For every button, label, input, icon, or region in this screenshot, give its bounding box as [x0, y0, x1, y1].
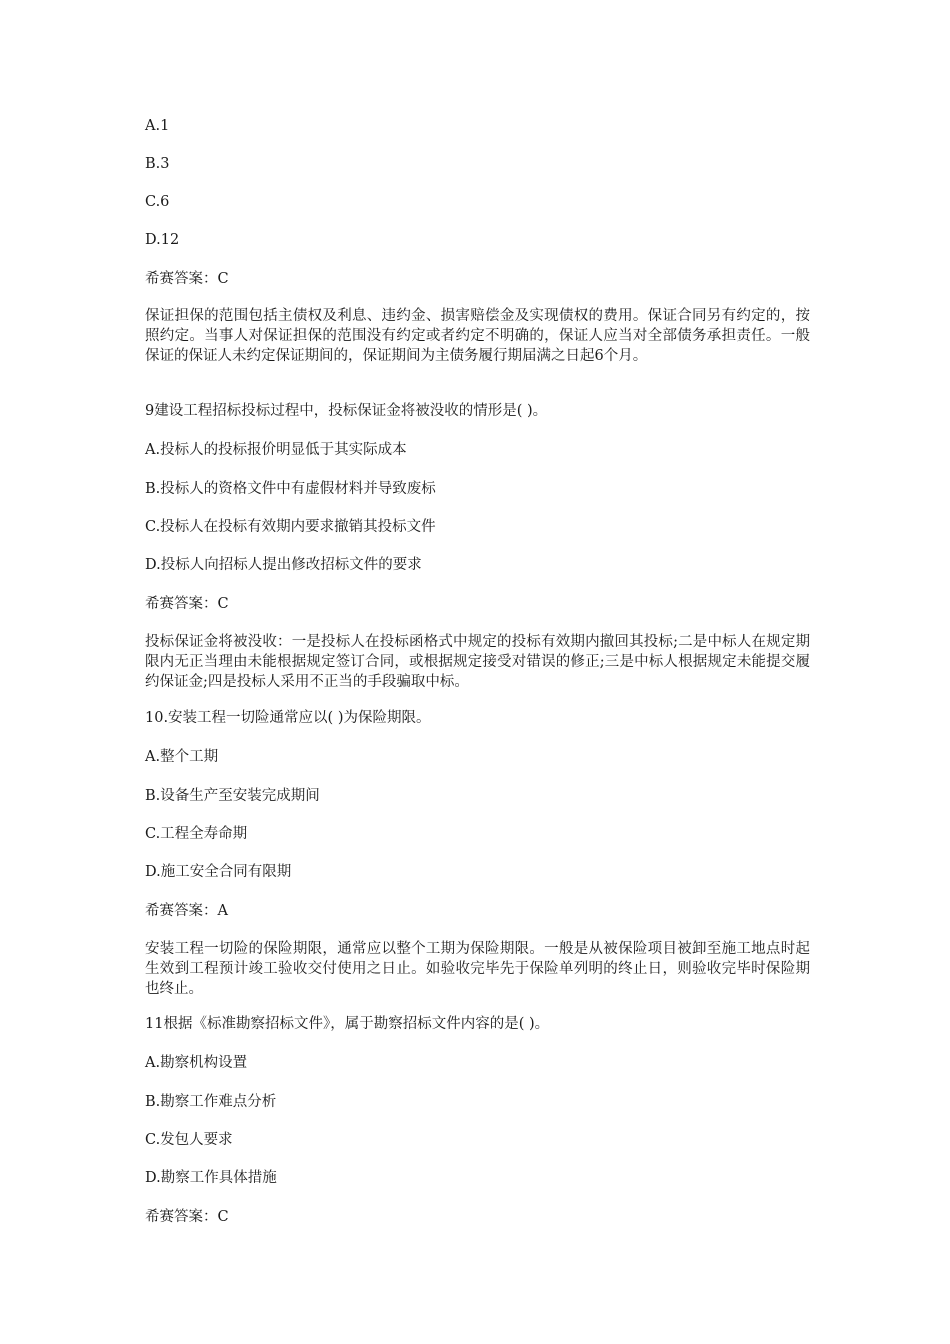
q10-option-b: B.设备生产至安装完成期间	[145, 788, 320, 804]
q8-option-b: B.3	[145, 156, 170, 172]
q10-explanation: 安装工程一切险的保险期限，通常应以整个工期为保险期限。一般是从被保险项目被卸至施工地点时起生效到工程预计竣工验收交付使用之日止。如验收完毕先于保险单列明的终止日，则验收完毕时保险期也终止。	[145, 941, 810, 997]
q10-option-a: A.整个工期	[145, 749, 219, 765]
q9-option-a: A.投标人的投标报价明显低于其实际成本	[145, 442, 407, 458]
q9-option-d: D.投标人向招标人提出修改招标文件的要求	[145, 557, 422, 573]
q10-option-d: D.施工安全合同有限期	[145, 864, 292, 880]
q9-answer: 希赛答案：C	[145, 596, 229, 612]
q10-question: 10.安装工程一切险通常应以( )为保险期限。	[145, 710, 431, 726]
q8-option-d: D.12	[145, 232, 180, 248]
q11-question: 11根据《标准勘察招标文件》，属于勘察招标文件内容的是( )。	[145, 1016, 550, 1032]
q10-answer: 希赛答案：A	[145, 903, 228, 919]
q11-answer: 希赛答案：C	[145, 1209, 229, 1225]
q11-option-a: A.勘察机构设置	[145, 1055, 248, 1071]
q9-question: 9建设工程招标投标过程中，投标保证金将被没收的情形是( )。	[145, 403, 548, 419]
q11-option-b: B.勘察工作难点分析	[145, 1094, 277, 1110]
q11-option-d: D.勘察工作具体措施	[145, 1170, 277, 1186]
q9-option-b: B.投标人的资格文件中有虚假材料并导致废标	[145, 481, 436, 497]
q8-option-a: A.1	[145, 118, 170, 134]
q8-answer: 希赛答案：C	[145, 271, 229, 287]
q8-explanation: 保证担保的范围包括主债权及利息、违约金、损害赔偿金及实现债权的费用。保证合同另有约定的，按照约定。当事人对保证担保的范围没有约定或者约定不明确的，保证人应当对全部债务承担责任。一般保证的保证人未约定保证期间的，保证期间为主债务履行期届满之日起6个月。	[145, 308, 810, 364]
q8-option-c: C.6	[145, 194, 170, 210]
q10-option-c: C.工程全寿命期	[145, 826, 248, 842]
q9-option-c: C.投标人在投标有效期内要求撤销其投标文件	[145, 519, 436, 535]
q9-explanation: 投标保证金将被没收：一是投标人在投标函格式中规定的投标有效期内撤回其投标;二是中标人在规定期限内无正当理由未能根据规定签订合同，或根据规定接受对错误的修正;三是中标人根据规定未能提交履约保证金;四是投标人采用不正当的手段骗取中标。	[145, 634, 810, 690]
q11-option-c: C.发包人要求	[145, 1132, 233, 1148]
